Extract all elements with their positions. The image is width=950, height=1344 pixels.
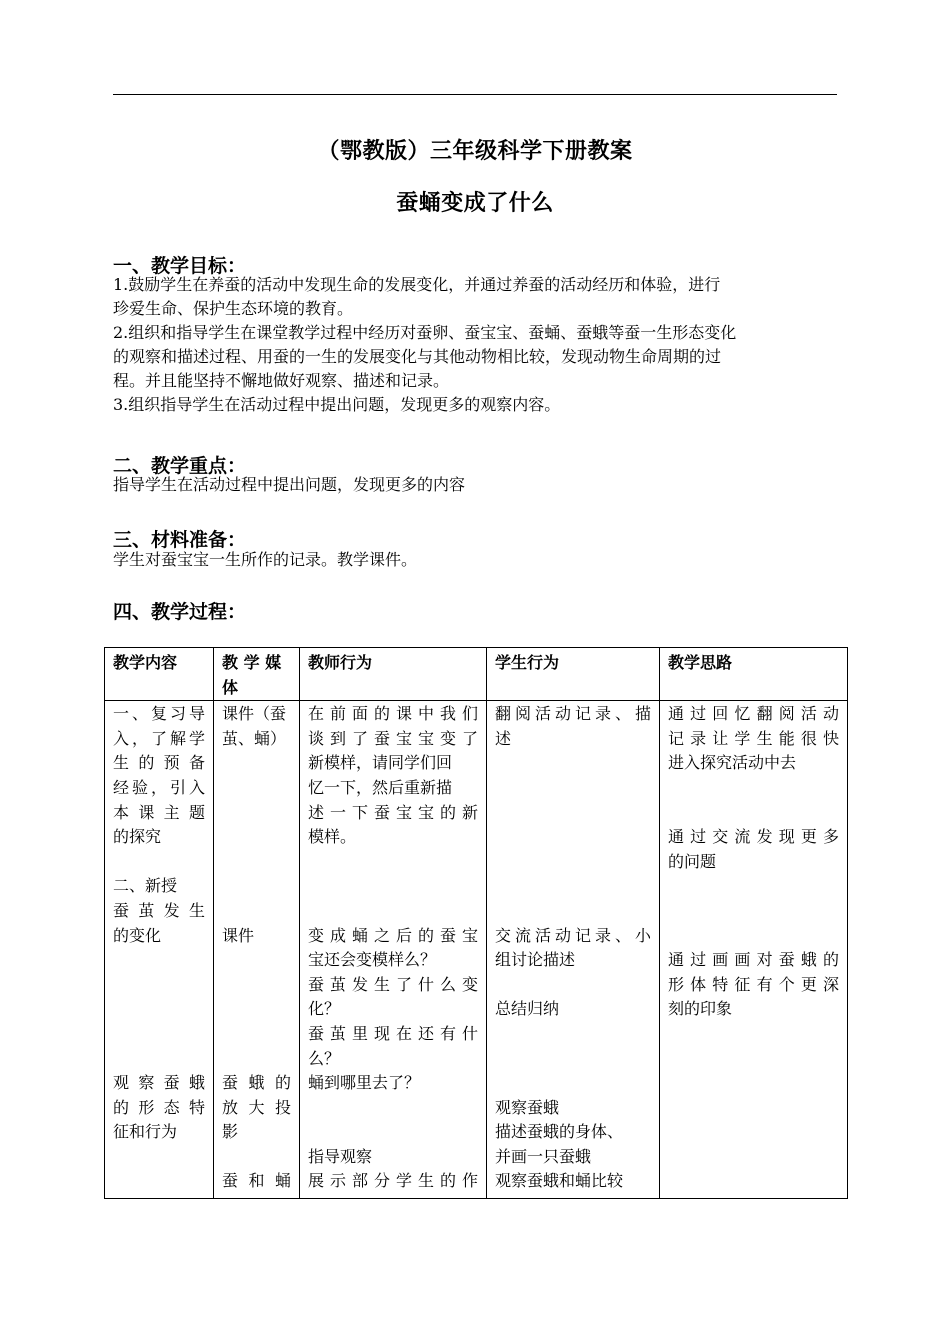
lesson-title: 蚕蛹变成了什么 xyxy=(396,190,554,216)
table-row xyxy=(105,701,848,1199)
header-idea: 教学思路 xyxy=(660,648,848,701)
cell-idea: 通过回忆翻阅活动 记录让学生能很快 进入探究活动中去 通过交流发现更多 的问题 通过画画对蚕蛾的 形体特征有个更深 刻的印象 xyxy=(660,701,848,1199)
table-header-row xyxy=(105,648,848,701)
cell-student: 翻阅活动记录、描 述 交流活动记录、小 组讨论描述 总结归纳 观察蚕蛾 描述蚕蛾的身体、 并画一只蚕蛾 观察蚕蛾和蛹比较 xyxy=(487,701,660,1199)
header-student: 学生行为 xyxy=(487,648,660,701)
focus-heading: 二、教学重点： xyxy=(113,455,247,477)
goals-line: 程。并且能坚持不懈地做好观察、描述和记录。 xyxy=(113,371,450,390)
header-rule xyxy=(113,94,837,95)
goals-line: 3.组织指导学生在活动过程中提出问题，发现更多的观察内容。 xyxy=(113,395,561,414)
goals-line: 1.鼓励学生在养蚕的活动中发现生命的发展变化，并通过养蚕的活动经历和体验，进行 xyxy=(113,275,721,294)
goals-text xyxy=(113,273,839,417)
cell-content: 一、复习导 入，了解学 生 的 预 备 经验，引入 本 课 主 题 的探究 二、新授 蚕 茧 发 生 的变化 观 察 蚕 蛾 的 形 态 特 征和行为 xyxy=(105,701,214,1199)
header-content: 教学内容 xyxy=(105,648,214,701)
goals-heading: 一、教学目标： xyxy=(113,255,247,277)
process-heading: 四、教学过程： xyxy=(113,601,247,623)
document-title: （鄂教版）三年级科学下册教案 xyxy=(317,138,633,164)
focus-text: 指导学生在活动过程中提出问题，发现更多的内容 xyxy=(113,475,466,494)
header-media: 教 学 媒 体 xyxy=(214,648,300,701)
materials-text: 学生对蚕宝宝一生所作的记录。教学课件。 xyxy=(113,550,418,569)
goals-line: 的观察和描述过程、用蚕的一生的发展变化与其他动物相比较，发现动物生命周期的过 xyxy=(113,347,722,366)
cell-media: 课件（蚕 茧、蛹） 课件 蚕 蛾 的 放 大 投 影 蚕 和 蛹 xyxy=(214,701,300,1199)
header-teacher: 教师行为 xyxy=(300,648,487,701)
goals-line: 2.组织和指导学生在课堂教学过程中经历对蚕卵、蚕宝宝、蚕蛹、蚕蛾等蚕一生形态变化 xyxy=(113,323,737,342)
goals-line: 珍爱生命、保护生态环境的教育。 xyxy=(113,299,354,318)
cell-teacher: 在前面的课中我们 谈到了蚕宝宝变了 新模样，请同学们回 忆一下，然后重新描 述一下蚕宝宝的新 模样。 变成蛹之后的蚕宝 宝还会变模样么？ 蚕茧发生了什么变 化？ 蚕茧里现在还有什 么？ 蛹到哪里去了？ 指导观察 展示部分学生的作 xyxy=(300,701,487,1199)
lesson-process-table xyxy=(104,647,848,1199)
materials-heading: 三、材料准备： xyxy=(113,529,247,551)
